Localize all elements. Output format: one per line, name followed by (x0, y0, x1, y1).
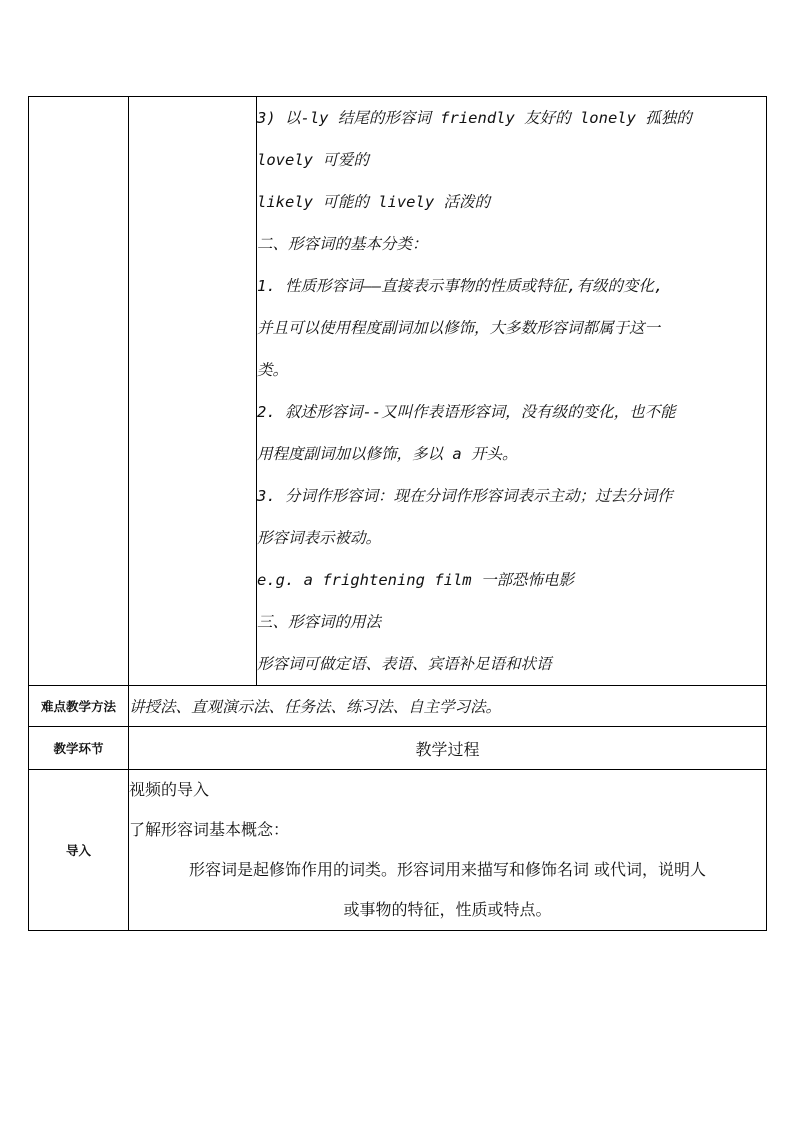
intro-line: 形容词是起修饰作用的词类。形容词用来描写和修饰名词 或代词，说明人 (188, 860, 707, 879)
intro-content (129, 770, 767, 931)
notes-line: 2. 叙述形容词--又叫作表语形容词，没有级的变化，也不能 (257, 403, 676, 421)
intro-row (29, 770, 767, 931)
intro-line: 了解形容词基本概念： (129, 820, 290, 839)
empty-sublabel-cell (129, 97, 257, 686)
notes-line: lovely 可爱的 (257, 151, 369, 169)
intro-label: 导入 (29, 770, 129, 931)
empty-label-cell (29, 97, 129, 686)
lesson-plan-table (28, 96, 767, 931)
notes-line: 3) 以-ly 结尾的形容词 friendly 友好的 lonely 孤独的 (257, 109, 692, 127)
difficulty-methods-row (29, 686, 767, 727)
notes-line: 形容词表示被动。 (257, 529, 382, 547)
content-row (29, 97, 767, 686)
notes-line: 3. 分词作形容词：现在分词作形容词表示主动；过去分词作 (257, 487, 673, 505)
notes-line: 二、形容词的基本分类： (257, 235, 428, 253)
notes-line: 1. 性质形容词——直接表示事物的性质或特征,有级的变化, (257, 277, 664, 295)
process-title: 教学过程 (129, 727, 767, 770)
notes-line: 三、形容词的用法 (257, 613, 382, 631)
adjective-notes-cell (257, 97, 767, 686)
notes-line: 形容词可做定语、表语、宾语补足语和状语 (257, 655, 552, 673)
notes-line: 类。 (257, 361, 289, 379)
intro-line: 或事物的特征，性质或特点。 (343, 900, 552, 919)
difficulty-methods-value: 讲授法、直观演示法、任务法、练习法、自主学习法。 (129, 686, 767, 727)
notes-line: 用程度副词加以修饰，多以 a 开头。 (257, 445, 518, 463)
intro-line: 视频的导入 (129, 780, 210, 799)
notes-line: 并且可以使用程度副词加以修饰，大多数形容词都属于这一 (257, 319, 661, 337)
process-stage-label: 教学环节 (29, 727, 129, 770)
process-header-row (29, 727, 767, 770)
notes-line: likely 可能的 lively 活泼的 (257, 193, 490, 211)
difficulty-methods-label: 难点教学方法 (29, 686, 129, 727)
notes-line: e.g. a frightening film 一部恐怖电影 (257, 571, 574, 589)
